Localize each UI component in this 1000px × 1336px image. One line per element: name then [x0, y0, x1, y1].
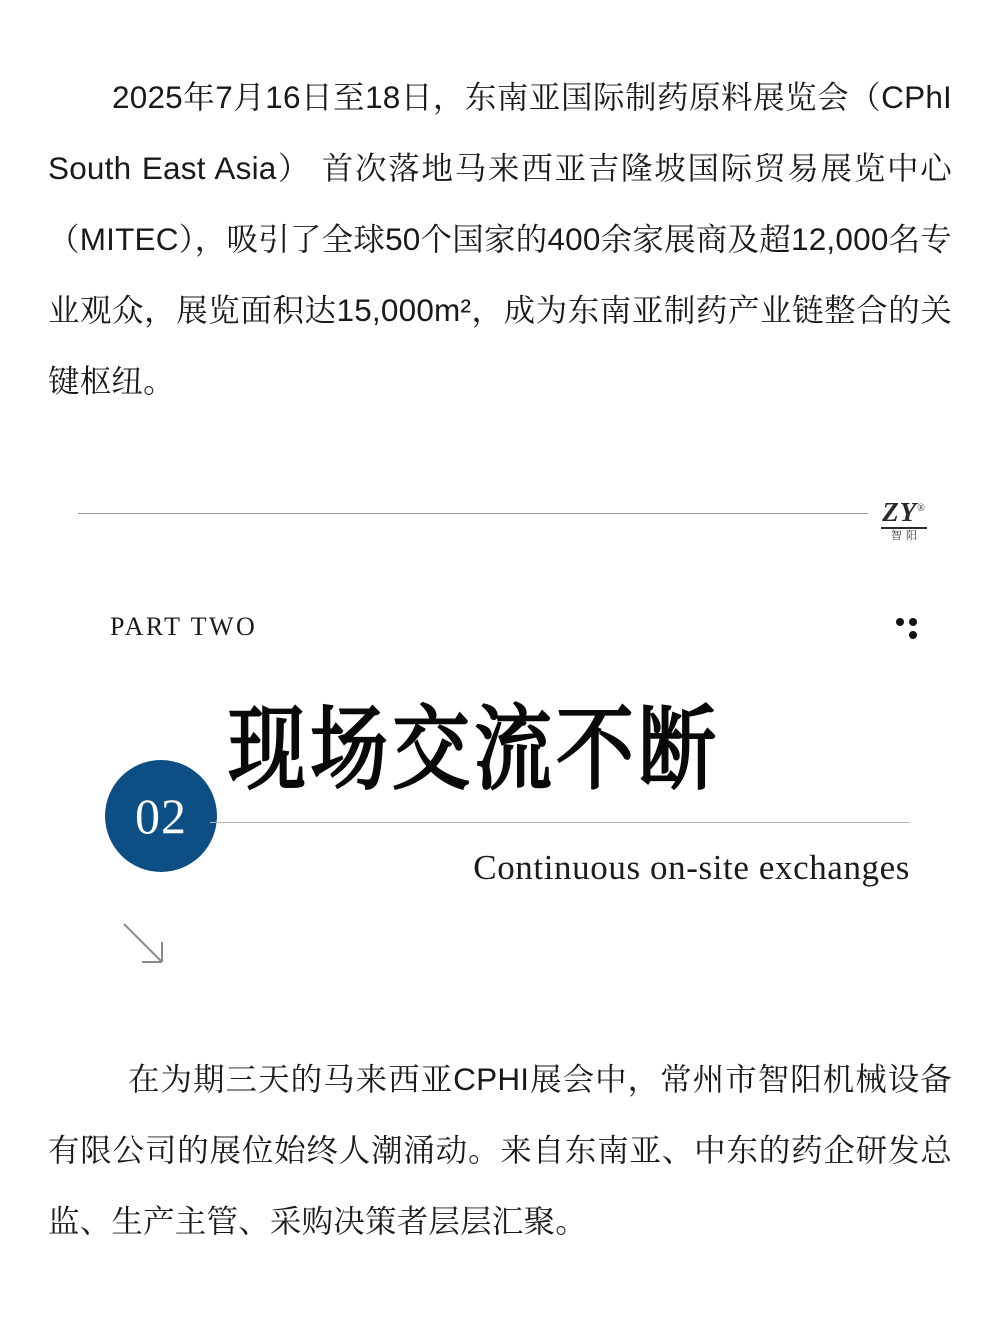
- section-title-cn: 现场交流不断: [228, 697, 721, 801]
- arrow-down-right-icon: [118, 918, 174, 974]
- registered-icon: ®: [917, 503, 926, 514]
- brand-logo: [870, 495, 938, 541]
- brand-logo-letters: ZY: [882, 497, 918, 527]
- section-title-en: Continuous on-site exchanges: [473, 848, 910, 887]
- brand-logo-mark: [870, 495, 938, 526]
- dots-decoration-icon: [896, 618, 922, 644]
- body-paragraph: 在为期三天的马来西亚CPHI展会中，常州市智阳机械设备有限公司的展位始终人潮涌动。来自东南亚、中东的药企研发总监、生产主管、采购决策者层层汇聚。: [48, 1061, 952, 1239]
- intro-paragraph: 2025年7月16日至18日，东南亚国际制药原料展览会（CPhI South East Asia） 首次落地马来西亚吉隆坡国际贸易展览中心（MITEC），吸引了全球50个国家的400余家展商及超12,000名专业观众，展览面积达15,000m²，成为东南亚制药产业链整合的关键枢纽。: [48, 79, 961, 399]
- dot-icon: [909, 631, 917, 639]
- brand-logo-cn: 智阳: [891, 530, 921, 542]
- divider-line: [78, 513, 868, 514]
- part-label: PART TWO: [110, 612, 258, 641]
- section-number-badge: 02: [105, 760, 217, 872]
- section-title-rule: [210, 822, 910, 823]
- dot-icon: [896, 618, 904, 626]
- body-section: [48, 1044, 952, 1257]
- divider: [78, 495, 938, 547]
- dot-icon: [909, 618, 917, 626]
- intro-section: [48, 62, 961, 417]
